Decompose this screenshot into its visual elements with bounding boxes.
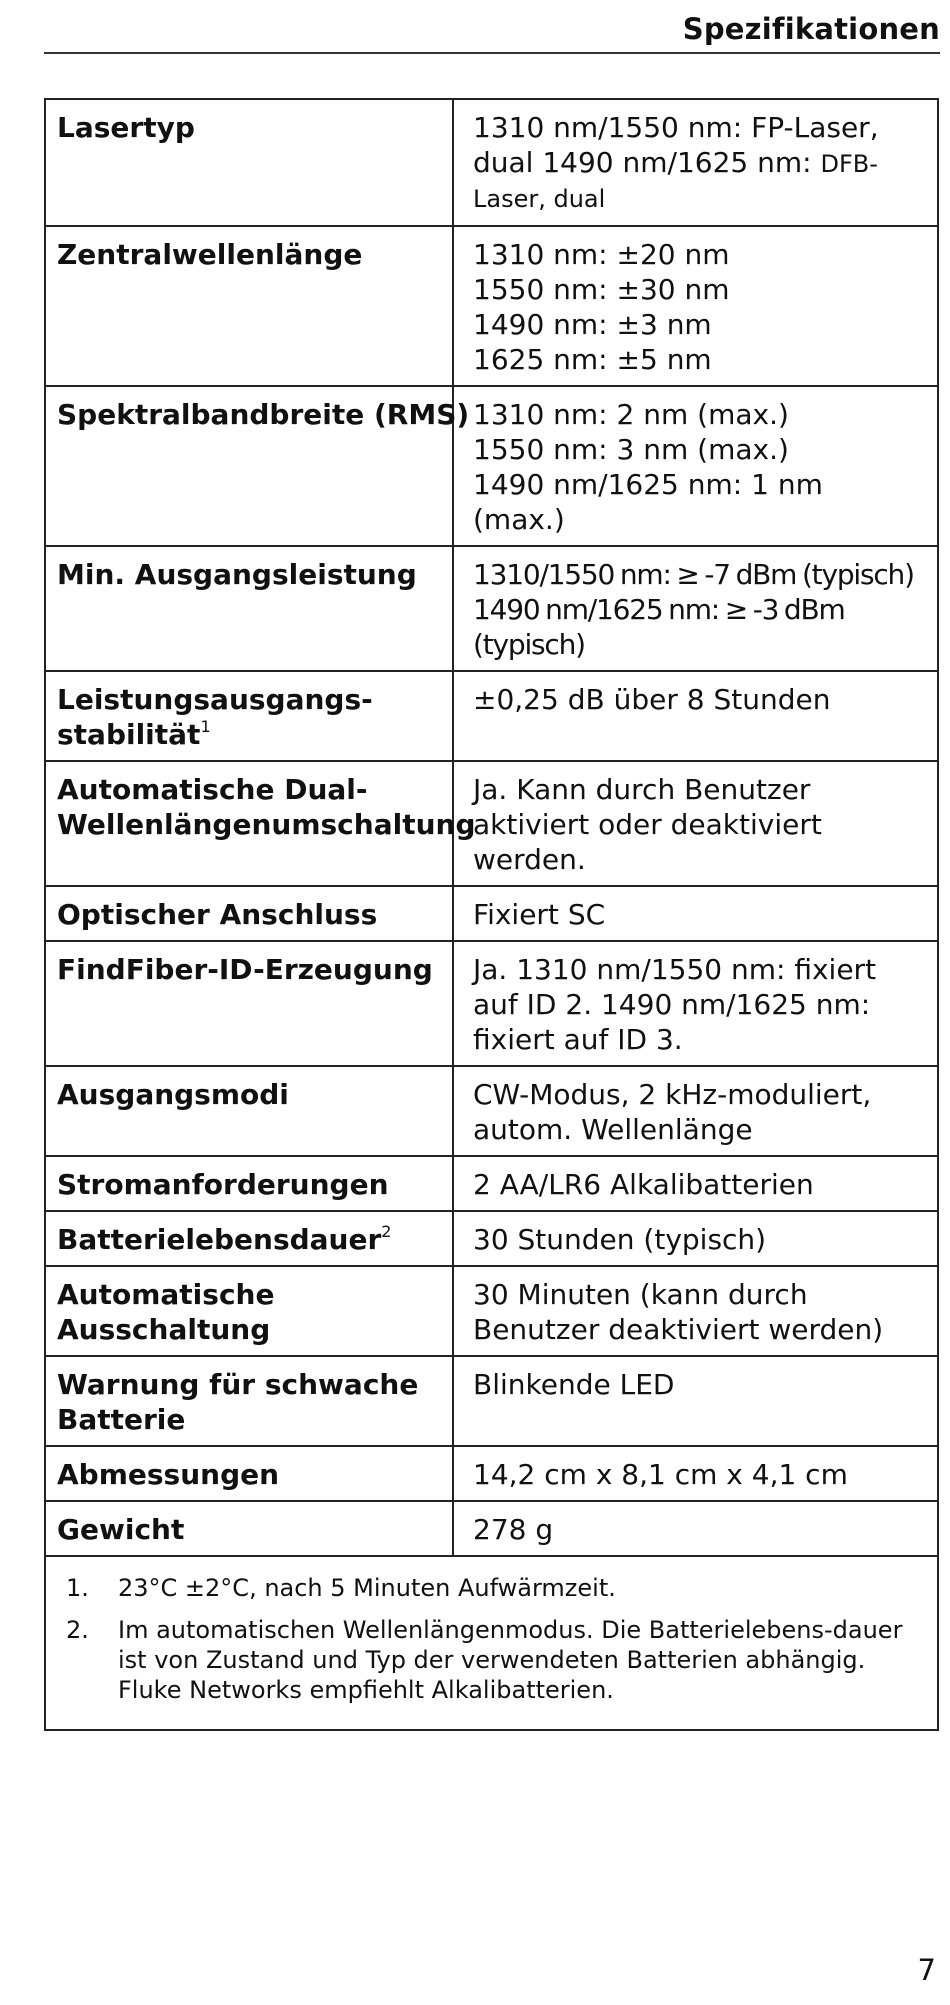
spec-value-line (473, 952, 925, 987)
spec-value-line (473, 1222, 925, 1257)
spec-label-line: Ausgangsmodi (57, 1078, 289, 1111)
spec-label (45, 1211, 453, 1266)
spec-value (453, 1066, 938, 1156)
spec-row (45, 941, 938, 1066)
specifications-table (44, 98, 939, 1731)
spec-label (45, 546, 453, 671)
spec-value-text: 1310 nm: ±20 nm (473, 238, 730, 271)
spec-row (45, 761, 938, 886)
footnotes (45, 1556, 938, 1730)
spec-label-line: Min. Ausgangsleistung (57, 558, 417, 591)
spec-value-text: Blinkende LED (473, 1368, 675, 1401)
spec-label (45, 671, 453, 761)
spec-value-text: 1550 nm: 3 nm (max.) (473, 433, 789, 466)
spec-value (453, 226, 938, 386)
spec-label (45, 226, 453, 386)
spec-label-line: Leistungsausgangs- (57, 683, 373, 716)
spec-label-line: Spektralbandbreite (RMS) (57, 398, 470, 431)
spec-value-line (473, 182, 925, 217)
spec-value (453, 1501, 938, 1556)
spec-value-text: aktiviert oder deaktiviert (473, 808, 822, 841)
spec-row (45, 386, 938, 546)
spec-label (45, 1156, 453, 1211)
spec-label-line: FindFiber-ID-Erzeugung (57, 953, 433, 986)
spec-label-line: stabilität (57, 718, 201, 751)
spec-label-line: Stromanforderungen (57, 1168, 389, 1201)
spec-value-text: autom. Wellenlänge (473, 1113, 753, 1146)
spec-value-line (473, 467, 925, 502)
spec-label (45, 386, 470, 546)
spec-value-text: ±0,25 dB über 8 Stunden (473, 683, 831, 716)
spec-row (45, 226, 938, 386)
spec-value-line (473, 1512, 925, 1547)
footnote (66, 1615, 917, 1705)
spec-label-line: Abmessungen (57, 1458, 280, 1491)
spec-label (45, 1356, 453, 1446)
spec-value-text: 1310 nm/1550 nm: FP-Laser, (473, 111, 879, 144)
spec-value-line (473, 397, 925, 432)
spec-value-line (473, 1077, 925, 1112)
spec-value-text: Benutzer deaktiviert werden) (473, 1313, 884, 1346)
footnote-text: Im automatischen Wellenlängenmodus. Die Batterielebens-dauer ist von Zustand und Typ der verwendeten Batterien abhängig. Fluke Networks empfiehlt Alkalibatterien. (118, 1616, 903, 1704)
spec-value (453, 1211, 938, 1266)
spec-value-text: Laser, dual (473, 185, 606, 213)
spec-label (45, 1446, 453, 1501)
spec-value (453, 1266, 938, 1356)
spec-value-text: werden. (473, 843, 586, 876)
spec-value (453, 671, 938, 761)
spec-value-line (473, 307, 925, 342)
spec-value-line (473, 557, 925, 592)
spec-row (45, 1066, 938, 1156)
spec-value-line (473, 807, 925, 842)
footnote-reference: 2 (381, 1222, 392, 1241)
spec-label-line: Gewicht (57, 1513, 185, 1546)
spec-value-text: 1310/1550 nm: ≥ -7 dBm (typisch) (473, 558, 914, 591)
footnotes-row (45, 1556, 938, 1730)
spec-row (45, 1446, 938, 1501)
spec-label (45, 1266, 453, 1356)
spec-value-text: 14,2 cm x 8,1 cm x 4,1 cm (473, 1458, 848, 1491)
spec-label (45, 99, 453, 226)
spec-row (45, 1501, 938, 1556)
spec-value (453, 546, 938, 671)
spec-value-text: dual 1490 nm/1625 nm: (473, 146, 821, 179)
spec-value-text: CW-Modus, 2 kHz-moduliert, (473, 1078, 872, 1111)
spec-value-line (473, 987, 925, 1022)
spec-row (45, 886, 938, 941)
spec-value-line (473, 592, 925, 627)
spec-value-line (473, 842, 925, 877)
spec-value-text: 278 g (473, 1513, 554, 1546)
spec-value-text: 1490 nm/1625 nm: 1 nm (473, 468, 823, 501)
spec-value-line (473, 1022, 925, 1057)
section-title: Spezifikationen (682, 12, 940, 46)
footnote (66, 1573, 917, 1603)
spec-label-line: Batterie (57, 1403, 186, 1436)
spec-value-text: 2 AA/LR6 Alkalibatterien (473, 1168, 814, 1201)
spec-value-text: 1490 nm/1625 nm: ≥ -3 dBm (473, 593, 845, 626)
spec-row (45, 671, 938, 761)
spec-value-line (473, 897, 925, 932)
spec-value-line (473, 682, 925, 717)
spec-label-line: Batterielebensdauer (57, 1223, 382, 1256)
spec-label-line: Warnung für schwache (57, 1368, 419, 1401)
spec-value (453, 1356, 938, 1446)
spec-value (453, 99, 938, 226)
spec-value-line (473, 272, 925, 307)
spec-value-line (473, 432, 925, 467)
spec-value (453, 761, 938, 886)
spec-value (453, 941, 938, 1066)
spec-value-line (473, 1277, 925, 1312)
spec-value-line (473, 342, 925, 377)
spec-value-text: fixiert auf ID 3. (473, 1023, 683, 1056)
spec-label (45, 761, 476, 886)
footnote-text: 23°C ±2°C, nach 5 Minuten Aufwärmzeit. (118, 1574, 616, 1602)
spec-value (453, 386, 938, 546)
spec-row (45, 546, 938, 671)
spec-value-line (473, 110, 925, 145)
spec-label-line: Zentralwellenlänge (57, 238, 363, 271)
spec-value-text: auf ID 2. 1490 nm/1625 nm: (473, 988, 871, 1021)
spec-row (45, 1211, 938, 1266)
page-header (44, 8, 940, 54)
spec-value-text: 30 Minuten (kann durch (473, 1278, 808, 1311)
spec-label-line: Lasertyp (57, 111, 195, 144)
spec-row (45, 1156, 938, 1211)
spec-label-line: Automatische (57, 1278, 275, 1311)
spec-label-line: Automatische Dual- (57, 773, 368, 806)
spec-value-line (473, 627, 925, 662)
spec-value-line (473, 502, 925, 537)
spec-value-text: 1550 nm: ±30 nm (473, 273, 730, 306)
spec-label-line: Wellenlängenumschaltung (57, 808, 476, 841)
spec-value-line (473, 1457, 925, 1492)
spec-value-line (473, 1167, 925, 1202)
spec-value-line (473, 237, 925, 272)
spec-label (45, 1066, 453, 1156)
page-number: 7 (917, 1953, 936, 1987)
spec-label-line: Ausschaltung (57, 1313, 271, 1346)
spec-value-line (473, 1112, 925, 1147)
footnote-number: 2. (66, 1616, 89, 1644)
spec-label (45, 886, 453, 941)
spec-value-text: (typisch) (473, 628, 585, 661)
spec-value (453, 886, 938, 941)
spec-value-line (473, 145, 925, 182)
footnote-reference: 1 (200, 717, 211, 736)
footnote-number: 1. (66, 1574, 89, 1602)
spec-value-text: 1625 nm: ±5 nm (473, 343, 712, 376)
spec-value-line (473, 1312, 925, 1347)
spec-value-text: DFB- (820, 150, 878, 178)
spec-value-text: (max.) (473, 503, 565, 536)
spec-value-text: Fixiert SC (473, 898, 606, 931)
spec-value-line (473, 1367, 925, 1402)
spec-label-line: Optischer Anschluss (57, 898, 378, 931)
spec-row (45, 1356, 938, 1446)
spec-label (45, 1501, 453, 1556)
spec-value-text: 30 Stunden (typisch) (473, 1223, 767, 1256)
spec-value-text: Ja. Kann durch Benutzer (473, 773, 811, 806)
spec-row (45, 1266, 938, 1356)
spec-row (45, 99, 938, 226)
spec-value (453, 1446, 938, 1501)
spec-value-text: Ja. 1310 nm/1550 nm: fixiert (473, 953, 877, 986)
spec-value (453, 1156, 938, 1211)
spec-value-text: 1310 nm: 2 nm (max.) (473, 398, 789, 431)
spec-label (45, 941, 453, 1066)
spec-value-text: 1490 nm: ±3 nm (473, 308, 712, 341)
spec-value-line (473, 772, 925, 807)
